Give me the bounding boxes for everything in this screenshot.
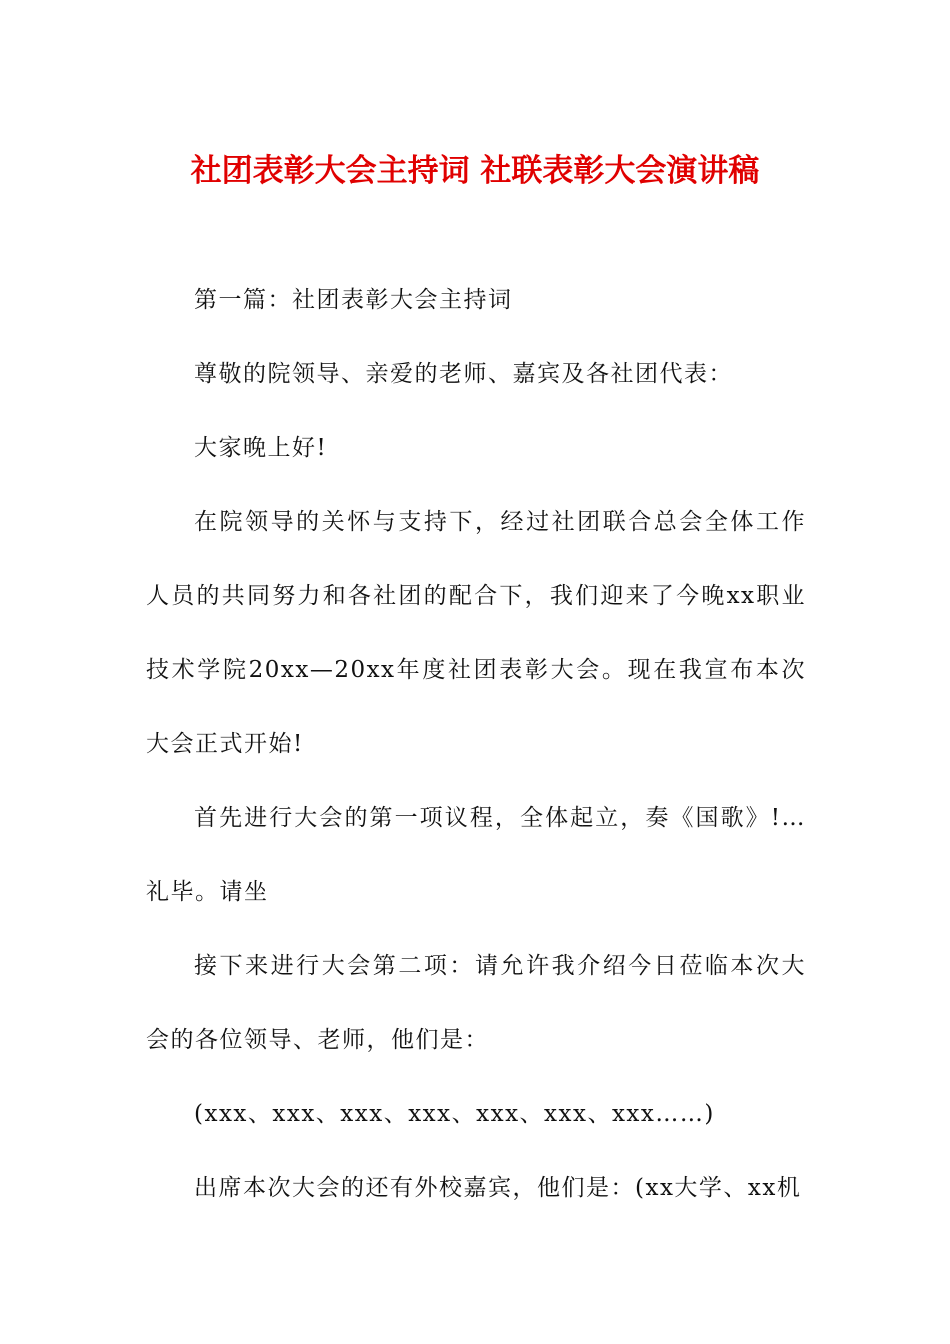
salutation-paragraph: 尊敬的院领导、亲爱的老师、嘉宾及各社团代表： (194, 361, 733, 387)
guest-list-paragraph: (xxx、xxx、xxx、xxx、xxx、xxx、xxx……) (194, 1101, 715, 1127)
opening-paragraph: 在院领导的关怀与支持下，经过社团联合总会全体工作人员的共同努力和各社团的配合下，我们迎来了今晚xx职业技术学院20xx—20xx年度社团表彰大会。现在我宣布本次大会正式开始! (146, 509, 806, 757)
anthem-paragraph: 首先进行大会的第一项议程，全体起立，奏《国歌》!…礼毕。请坐 (146, 805, 806, 905)
external-guests-paragraph: 出席本次大会的还有外校嘉宾，他们是：(xx大学、xx机 (194, 1175, 802, 1201)
document-title: 社团表彰大会主持词 社联表彰大会演讲稿 (190, 153, 760, 189)
introduction-paragraph: 接下来进行大会第二项：请允许我介绍今日莅临本次大会的各位领导、老师，他们是： (146, 953, 806, 1053)
greeting-paragraph: 大家晚上好! (194, 435, 328, 461)
document-body (146, 263, 806, 1225)
section-heading: 第一篇：社团表彰大会主持词 (194, 287, 513, 313)
